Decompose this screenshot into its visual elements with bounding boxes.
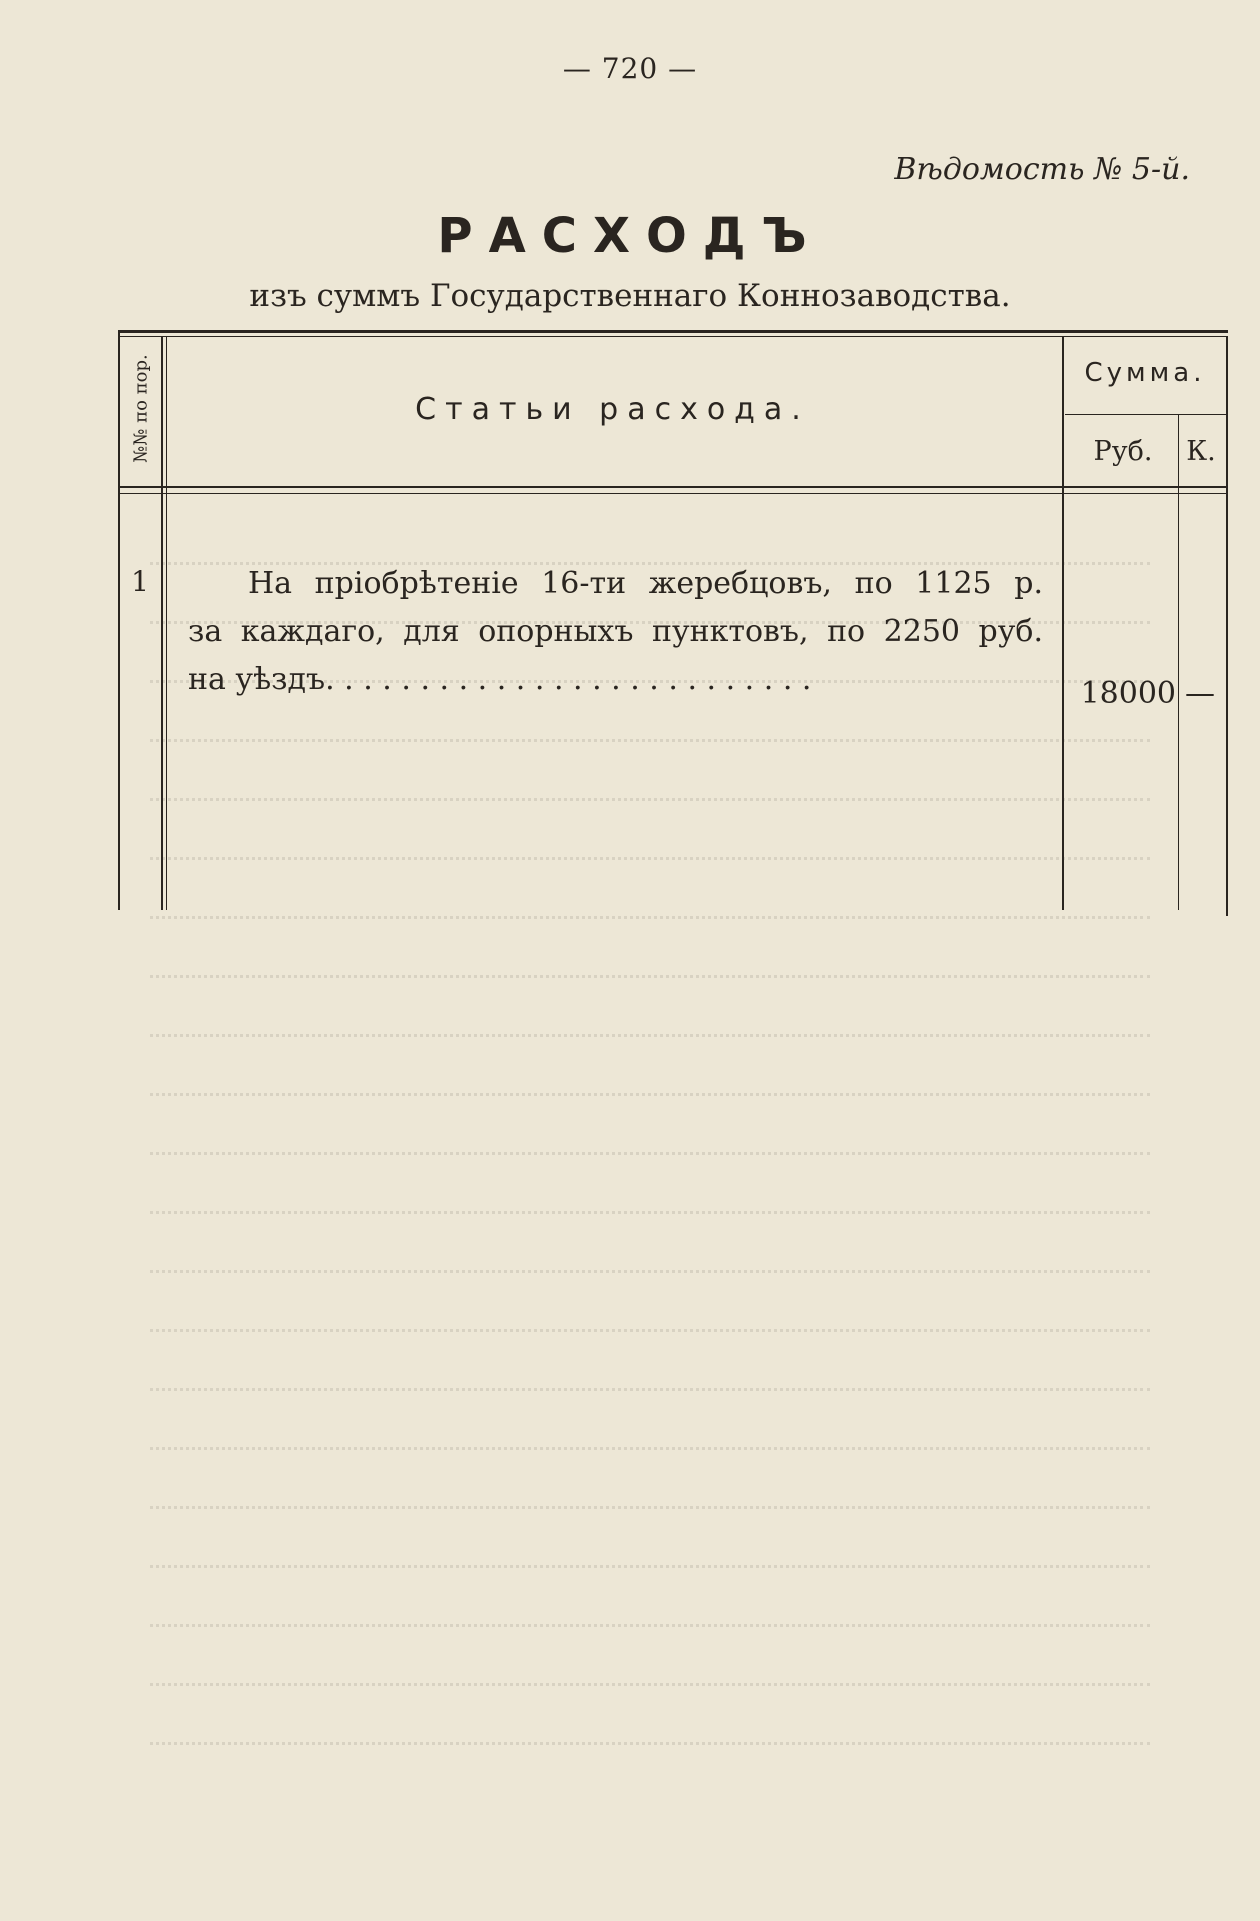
page-number: — 720 — xyxy=(562,52,698,85)
column-header-items: Статьи расхода. xyxy=(415,392,810,427)
table-right-border xyxy=(1226,336,1228,916)
document-title: РАСХОДЪ xyxy=(437,208,823,264)
table-top-rule xyxy=(118,330,1228,333)
bleed-through-decoration xyxy=(150,520,1150,1820)
column-header-rub: Руб. xyxy=(1093,436,1153,467)
number-column-divider xyxy=(161,336,163,910)
row-amount-rub: 18000 xyxy=(1080,676,1176,711)
row-number: 1 xyxy=(131,565,149,598)
statement-label: Вѣдомость № 5-й. xyxy=(894,152,1190,187)
row-description xyxy=(188,560,1043,704)
row-description-line: на уѣздъ. . . . . . . . . . . . . . . . . . . . . . . . . . xyxy=(188,662,812,697)
sum-column-divider xyxy=(1062,336,1064,910)
row-description-line: На пріобрѣтеніе 16-ти жеребцовъ, по 1125 р. xyxy=(248,566,1043,601)
row-amount-kop: — xyxy=(1185,676,1215,711)
kop-column-divider xyxy=(1178,414,1179,910)
table-left-border xyxy=(118,330,120,910)
row-description-line: за каждаго, для опорныхъ пунктовъ, по 2250 руб. xyxy=(188,614,1043,649)
column-header-sum: Сумма. xyxy=(1084,358,1206,388)
sum-subheader-rule xyxy=(1065,414,1228,415)
column-header-number: №№ по пор. xyxy=(130,353,152,463)
document-subtitle: изъ суммъ Государственнаго Коннозаводства. xyxy=(249,278,1011,314)
column-header-kop: К. xyxy=(1186,436,1216,467)
